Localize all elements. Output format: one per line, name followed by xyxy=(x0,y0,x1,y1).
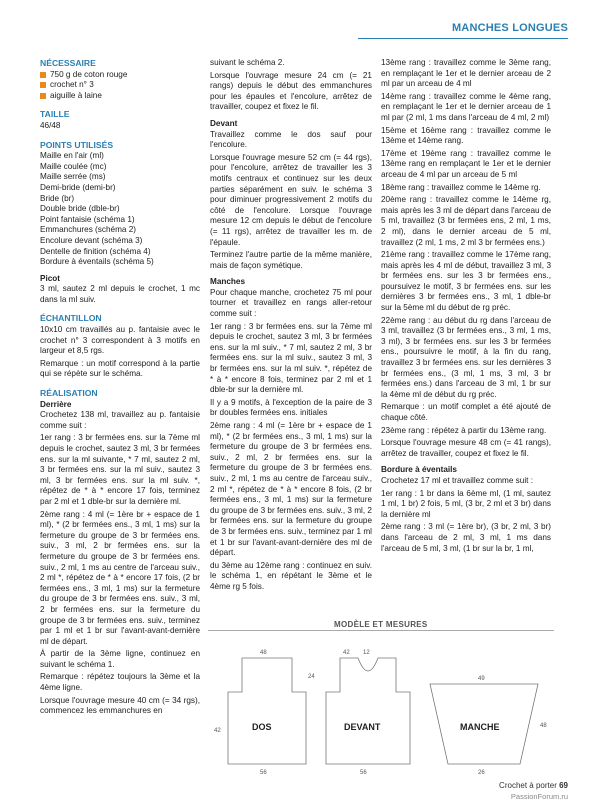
bullet-square-icon xyxy=(40,72,46,78)
column-3 xyxy=(381,58,551,556)
point-item: Double bride (dble-br) xyxy=(40,204,120,214)
dim-manche-bottom: 26 xyxy=(478,770,485,776)
bordure-paragraph: 1er rang : 1 br dans la 6ème ml, (1 ml, sautez 1 ml, 1 br) 2 fois, 5 ml, (3 br, 2 ml et 3 br) dans la dernière ml xyxy=(381,488,551,519)
dim-dos-bottom: 56 xyxy=(260,770,267,776)
point-item: Maille serrée (ms) xyxy=(40,172,106,182)
continued-text: suivant le schéma 2. xyxy=(210,58,285,67)
rang-paragraph: 21ème rang : travaillez comme le 17ème rang, mais après les 4 ml de début, travaillez 3 ml, 3 br fermées ens. sur les 3 br fermées ens., poursuivez le motif, 3 br fermées ens. sur les dernières 3 br fermées ens., 3 ml, 1 dble-br sur la 5ème ml du début de rg préc. xyxy=(381,250,551,313)
dim-devant-neck: 12 xyxy=(363,650,370,656)
taille-value: 46/48 xyxy=(40,120,61,130)
point-item: Maille en l'air (ml) xyxy=(40,151,104,161)
points-heading: POINTS UTILISÉS xyxy=(40,139,114,150)
rang-paragraph: 18ème rang : travaillez comme le 14ème rg. xyxy=(381,182,541,192)
bordure-paragraph: 2ème rang : 3 ml (= 1ère br), (3 br, 2 ml, 3 br) dans l'arceau de 2 ml, 3 ml, 1 ms dans l'arceau de 5 ml, 3 ml, (1 br sur la br, 1 ml, xyxy=(381,522,551,553)
necessaire-item: crochet n° 3 xyxy=(40,80,200,91)
rang-paragraph: 20ème rang : travaillez comme le 14ème rg, mais après les 3 ml de départ dans l'arceau de 5 ml, travaillez (3 br fermées ens, 2 ml, 1 ms, 2 ml), dans le dernier arceau de 5 ml, travaillez (2 ml, 1 ms, 2 ml 3 br fermées ens.) xyxy=(381,195,551,247)
derriere-paragraph: Lorsque l'ouvrage mesure 40 cm (= 34 rgs), commencez les emmanchures en xyxy=(40,695,200,716)
derriere-paragraph: À partir de la 3ème ligne, continuez en suivant le schéma 1. xyxy=(40,649,200,669)
derriere-paragraph: Crochetez 138 ml, travaillez au p. fantaisie comme suit : xyxy=(40,410,200,430)
point-item: Demi-bride (demi-br) xyxy=(40,182,116,192)
magazine-name: Crochet à porter xyxy=(499,781,557,790)
rang-paragraph: Remarque : un motif complet a été ajouté de chaque côté. xyxy=(381,402,551,422)
derriere-paragraph: 1er rang : 3 br fermées ens. sur la 7ème ml depuis le crochet, sautez 3 ml, 3 br fermées ens. sur la ml suivante, * 7 ml, sautez 2 ml, 3 br fermées ens. sur la ml suiv., sautez 3 ml, 3 br fermées ens. sur la ml suiv. *, répétez de * à * encore 17 fois, terminez par 2 ml et 1 dble-br sur la dernière ml. xyxy=(40,433,200,506)
watermark: PassionForum.ru xyxy=(510,792,568,801)
point-item: Encolure devant (schéma 3) xyxy=(40,235,143,245)
dim-dos-arm: 24 xyxy=(308,674,315,680)
point-item: Bordure à éventails (schéma 5) xyxy=(40,257,154,267)
devant-paragraph: Lorsque l'ouvrage mesure 52 cm (= 44 rgs), pour l'encolure, arrêtez de travailler les 3 motifs centraux et continuez sur les deux parties séparément en suiv. le schéma 3 pour diminuer progressivement 2 motifs du côté de l'encolure. Lorsque l'ouvrage mesure 12 cm depuis le début de l'encolure (= 11 rgs), arrêtez de travailler les m. de l'épaule. xyxy=(210,152,372,247)
rang-paragraph: Lorsque l'ouvrage mesure 48 cm (= 41 rangs), arrêtez de travailler, coupez et fixez le fil. xyxy=(381,438,551,458)
manches-paragraph: Pour chaque manche, crochetez 75 ml pour tourner et travaillez en rangs aller-retour comme suit : xyxy=(210,287,372,319)
dim-devant-top: 42 xyxy=(343,650,350,656)
necessaire-item: aiguille à laine xyxy=(40,91,200,102)
picot-heading: Picot xyxy=(40,273,61,283)
devant-label: DEVANT xyxy=(344,722,381,732)
header-rule xyxy=(358,38,568,39)
manches-paragraph: 1er rang : 3 br fermées ens. sur la 7ème ml depuis le crochet, sautez 3 ml, 3 br fermées ens. sur la ml suiv., * 7 ml, sautez 2 ml, 3 br fermées ens. sur la ml suiv., sautez 3 ml, 3 br fermées ens. sur la ml suiv. *, répétez de * à * encore 8 fois, terminez par 2 ml et 1 dble-br sur la dernière ml. xyxy=(210,321,372,395)
realisation-heading: RÉALISATION xyxy=(40,388,98,399)
bordure-heading: Bordure à éventails xyxy=(381,465,457,475)
diagram-rule xyxy=(208,630,554,631)
dos-shape xyxy=(228,658,306,764)
column-2 xyxy=(210,58,372,595)
manches-heading: Manches xyxy=(210,277,246,287)
bullet-square-icon xyxy=(40,93,46,99)
rang-paragraph: 22ème rang : au début du rg dans l'arceau de 3 ml, travaillez (3 br fermées ens., 3 ml, 1 ms, 3 ml), 3 br fermées ens. sur les 3 br fermées ens., poursuivre le motif, à la fin du rang, travaillez 3 br fermées ens. sur les dernières 3 br fermées ens., (3 ml, 1 ms, 3 ml, 3 br fermées ens.) dans l'arceau de 3 ml, 1 br sur la 4ème ml de début du rg préc. xyxy=(381,315,551,399)
dim-dos-top: 48 xyxy=(260,650,267,656)
dim-devant-bottom: 56 xyxy=(360,770,367,776)
derriere-paragraph: 2ème rang : 4 ml (= 1ère br + espace de 1 ml), * (2 br fermées ens., 3 ml, 1 ms) sur la fermeture du groupe de 3 br fermées ens. suiv., 3 ml, 2 br fermées ens. sur la fermeture du groupe de 3 br fermées ens. suiv., 2 ml, 1 ms au centre de l'arceau suiv., 2 ml *, répétez de * à * encore 17 fois, (2 br fermées ens., 3 ml, 1 ms) sur la fermeture du groupe de 3 br fermées ens. suiv., 3 ml, 2 br fermées ens. sur la fermeture du groupe de 3 br fermées ens. suiv., terminez par 1 ml et 1 br sur l'avant-avant-dernière ml de départ. xyxy=(40,509,200,646)
page-header xyxy=(0,0,590,50)
derriere-heading: Derrière xyxy=(40,399,72,409)
bordure-paragraph: Crochetez 17 ml et travaillez comme suit : xyxy=(381,475,533,485)
picot-text: 3 ml, sautez 2 ml depuis le crochet, 1 mc dans la ml suiv. xyxy=(40,284,200,304)
devant-paragraph: Travaillez comme le dos sauf pour l'encolure. xyxy=(210,129,372,150)
column-1 xyxy=(40,58,200,719)
rang-paragraph: 23ème rang : répétez à partir du 13ème rang. xyxy=(381,425,547,435)
derriere-paragraph: Remarque : répétez toujours la 3ème et la 4ème ligne. xyxy=(40,672,200,693)
rang-paragraph: 15ème et 16ème rang : travaillez comme le 13ème et 14ème rang. xyxy=(381,125,551,146)
devant-shape xyxy=(326,658,410,764)
manches-paragraph: Il y a 9 motifs, à l'exception de la paire de 3 br doubles fermées ens. initiales xyxy=(210,397,372,418)
page-footer xyxy=(499,781,568,790)
diagram-title: MODÈLE ET MESURES xyxy=(328,620,434,629)
echantillon-text: 10x10 cm travaillés au p. fantaisie avec le crochet n° 3 correspondent à 3 motifs en largeur et 8,5 rgs. xyxy=(40,325,200,356)
dim-manche-top: 49 xyxy=(478,676,485,682)
continued-text: Lorsque l'ouvrage mesure 24 cm (= 21 rangs) depuis le début des emmanchures pour les épaules et l'encolure, arrêtez de travailler, coupez et fixez le fil. xyxy=(210,70,372,112)
garment-schematic xyxy=(208,632,554,780)
necessaire-heading: NÉCESSAIRE xyxy=(40,58,96,68)
point-item: Point fantaisie (schéma 1) xyxy=(40,214,135,224)
taille-heading: TAILLE xyxy=(40,109,70,120)
manches-paragraph: 2ème rang : 4 ml (= 1ère br + espace de 1 ml), * (2 br fermées ens., 3 ml, 1 ms) sur la fermeture du groupe de 3 br fermées ens. suiv., 2 ml, 2 br fermées ens. sur la fermeture du groupe de 3 br fermées ens. suiv., 2 ml, 1 ms au centre de l'arceau suiv., 2 ml *, répétez de * à * encore 8 fois, (2 br fermées ens., 3 ml, 1 ms) sur la fermeture du groupe de 3 br fermées ens. suiv., 3 ml, 2 br fermées ens. sur la fermeture du groupe de 3 br fermées ens. suiv., terminez par 1 ml et 1 br sur l'avant-avant-dernière des ml de départ. xyxy=(210,421,372,558)
rang-paragraph: 13ème rang : travaillez comme le 3ème rang, en remplaçant le 1er et le dernier arceau de 2 ml par un arceau de 4 ml xyxy=(381,58,551,89)
dim-manche-side: 48 xyxy=(540,723,547,729)
point-item: Emmanchures (schéma 2) xyxy=(40,225,137,235)
manches-paragraph: du 3ème au 12ème rang : continuez en suiv. le schéma 1, en répétant le 3ème et le 4ème rg 5 fois. xyxy=(210,560,372,591)
point-item: Maille coulée (mc) xyxy=(40,161,107,171)
remarque-text: Remarque : un motif correspond à la partie qui se répète sur le schéma. xyxy=(40,358,200,379)
point-item: Dentelle de finition (schéma 4) xyxy=(40,246,151,256)
necessaire-item: 750 g de coton rouge xyxy=(40,70,200,81)
dim-dos-side: 42 xyxy=(214,728,221,734)
devant-paragraph: Terminez l'autre partie de la même manière, mais de façon symétique. xyxy=(210,250,372,270)
rang-paragraph: 17ème et 19ème rang : travaillez comme le 13ème rang en remplaçant le 1er et le dernier arceau de 4 ml par un arceau de 5 ml xyxy=(381,148,551,179)
bullet-square-icon xyxy=(40,82,46,88)
point-item: Bride (br) xyxy=(40,193,75,203)
dos-label: DOS xyxy=(252,722,272,732)
echantillon-heading: ÉCHANTILLON xyxy=(40,313,102,324)
page-number: 69 xyxy=(559,781,568,790)
measurement-diagram xyxy=(208,620,554,780)
manche-label: MANCHE xyxy=(460,722,500,732)
section-title: MANCHES LONGUES xyxy=(451,22,568,34)
devant-heading: Devant xyxy=(210,118,238,128)
rang-paragraph: 14ème rang : travaillez comme le 4ème rang, en remplaçant le 1er et le dernier arceau de 1 ml par (2 ml, 1 ms dans l'arceau de 4 ml, 2 ml) xyxy=(381,91,551,122)
